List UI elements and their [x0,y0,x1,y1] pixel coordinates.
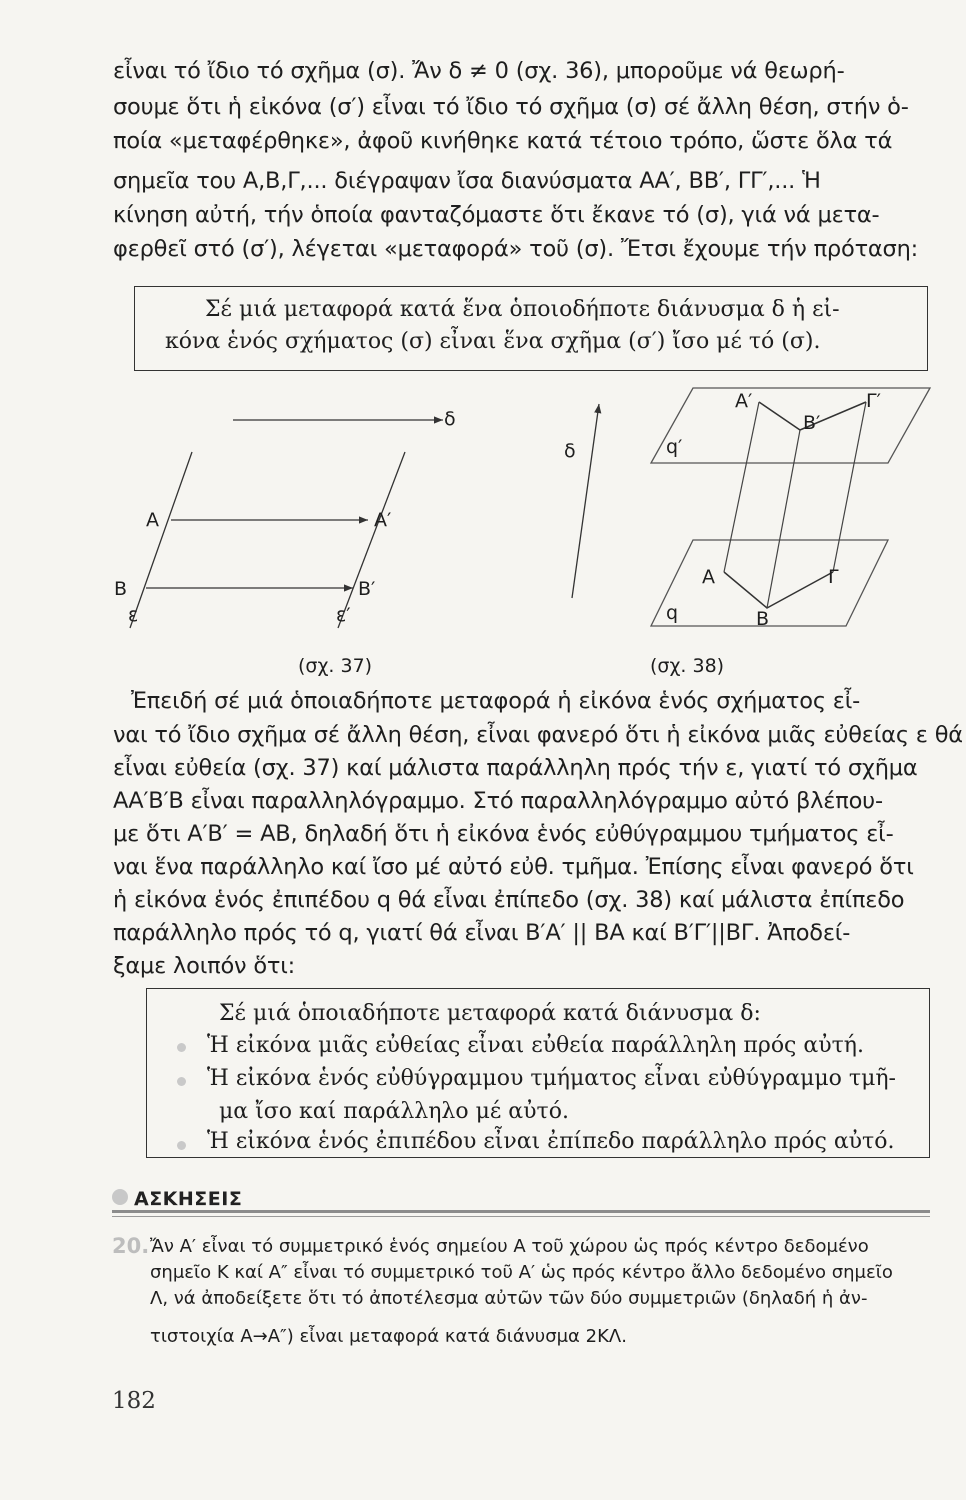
theorem-item: Ἡ εἰκόνα ἑνός ἐπιπέδου εἶναι ἐπίπεδο παράλληλο πρός αὐτό. [207,1129,895,1154]
exercise-line: τιστοιχία Α→Α″) εἶναι μεταφορά κατά διάνυσμα 2ΚΛ. [150,1326,627,1347]
theorem-line: κόνα ἑνός σχήματος (σ) εἶναι ἕνα σχῆμα (σ′) ἴσο μέ τό (σ). [165,329,821,354]
text-line: εἶναι εὐθεία (σχ. 37) καί μάλιστα παράλληλη πρός τήν ε, γιατί τό σχῆμα [113,755,918,781]
text-line: σημεῖα του Α,Β,Γ,... διέγραψαν ἴσα διανύσματα ΑΑ′, ΒΒ′, ΓΓ′,... Ἡ [113,168,821,194]
section-bullet-icon [112,1189,128,1205]
divider [112,1210,930,1213]
label-q-prime: q′ [666,436,683,458]
theorem-item: Ἡ εἰκόνα ἑνός εὐθύγραμμου τμήματος εἶναι εὐθύγραμμο τμῆ- [207,1066,896,1091]
label-epsilon-prime: ε′ [336,604,351,626]
text-line: ναι τό ἴδιο σχῆμα σέ ἄλλη θέση, εἶναι φανερό ὅτι ἡ εἰκόνα μιᾶς εὐθείας ε θά [113,722,963,748]
text-line: με ὅτι Α′Β′ = ΑΒ, δηλαδή ὅτι ἡ εἰκόνα ἑνός εὐθύγραμμου τμήματος εἶ- [113,821,894,847]
bullet-icon [177,1077,186,1086]
text-line: ναι ἕνα παράλληλο καί ἴσο μέ αὐτό εὐθ. τμῆμα. Ἐπίσης εἶναι φανερό ὅτι [113,854,914,880]
text-line: παράλληλο πρός τό q, γιατί θά εἶναι Β′Α′ || ΒΑ καί Β′Γ′||ΒΓ. Ἀποδεί- [113,920,851,946]
exercises-heading: ΑΣΚΗΣΕΙΣ [134,1188,243,1210]
plane-q-prime [651,388,930,463]
vector-delta-38 [572,404,599,598]
theorem-intro: Σέ μιά ὁποιαδήποτε μεταφορά κατά διάνυσμα δ: [219,1001,761,1026]
label-G-38: Γ [828,566,839,588]
exercise-line: Ἄν Α′ εἶναι τό συμμετρικό ἑνός σημείου Α τοῦ χώρου ὡς πρός κέντρο δεδομένο [150,1236,869,1257]
exercise-line: σημεῖο Κ καί Α″ εἶναι τό συμμετρικό τοῦ Α′ ὡς πρός κέντρο ἄλλο δεδομένο σημεῖο [150,1262,893,1283]
plane-q [651,540,888,626]
text-line: Ἐπειδή σέ μιά ὁποιαδήποτε μεταφορά ἡ εἰκόνα ἑνός σχήματος εἶ- [131,688,861,714]
exercise-line: Λ, νά ἀποδείξετε ὅτι τό ἀποτέλεσμα αὐτῶν τῶν δύο συμμετριῶν (δηλαδή ἡ ἀν- [150,1288,868,1309]
segment-GG-prime-38 [833,402,866,572]
segment-AA-prime-38 [724,402,759,572]
bullet-icon [177,1141,186,1150]
text-line: ἡ εἰκόνα ἑνός ἐπιπέδου q θά εἶναι ἐπίπεδο (σχ. 38) καί μάλιστα ἐπίπεδο [113,887,905,913]
text-line: ΑΑ′Β′Β εἶναι παραλληλόγραμμο. Στό παραλληλόγραμμο αὐτό βλέπου- [113,788,883,814]
theorem-line: Σέ μιά μεταφορά κατά ἕνα ὁποιοδήποτε διάνυσμα δ ἡ εἰ- [205,297,840,322]
text-line: κίνηση αὐτή, τήν ὁποία φανταζόμαστε ὅτι ἔκανε τό (σ), γιά νά μετα- [113,202,880,228]
label-delta-38: δ [564,440,576,462]
segment-BB-prime-38 [767,430,800,608]
figure-38-caption: (σχ. 38) [650,655,725,677]
figure-37-caption: (σχ. 37) [298,655,373,677]
label-B: Β [114,578,128,600]
page-number: 182 [112,1388,156,1414]
text-line: εἶναι τό ἴδιο τό σχῆμα (σ). Ἄν δ ≠ 0 (σχ. 36), μποροῦμε νά θεωρή- [113,58,845,84]
theorem-item-cont: μα ἴσο καί παράλληλο μέ αὐτό. [219,1099,569,1124]
label-A-prime-38: Α′ [735,390,753,412]
label-A-prime: Α′ [374,509,392,531]
label-B-38: Β [756,608,770,630]
triangle-lower [724,572,833,608]
text-line: σουμε ὅτι ἡ εἰκόνα (σ′) εἶναι τό ἴδιο τό σχῆμα (σ) σέ ἄλλη θέση, στήν ὁ- [113,94,909,120]
label-B-prime-38: Β′ [803,412,821,434]
text-line: ξαμε λοιπόν ὅτι: [113,953,296,979]
label-A: Α [146,509,159,531]
label-q: q [666,602,679,624]
label-delta: δ [444,408,456,430]
text-line: φερθεῖ στό (σ′), λέγεται «μεταφορά» τοῦ (σ). Ἔτσι ἔχουμε τήν πρόταση: [113,236,919,262]
label-B-prime: Β′ [358,578,376,600]
bullet-icon [177,1043,186,1052]
divider [112,1216,930,1217]
exercise-number: 20. [112,1234,150,1258]
label-epsilon: ε [128,604,139,626]
theorem-item: Ἡ εἰκόνα μιᾶς εὐθείας εἶναι εὐθεία παράλληλη πρός αὐτή. [207,1033,864,1058]
label-G-prime-38: Γ′ [866,390,881,412]
text-line: ποία «μεταφέρθηκε», ἀφοῦ κινήθηκε κατά τέτοιο τρόπο, ὥστε ὅλα τά [113,128,893,154]
label-A-38: Α [702,566,715,588]
theorem-box-2 [146,988,930,1158]
